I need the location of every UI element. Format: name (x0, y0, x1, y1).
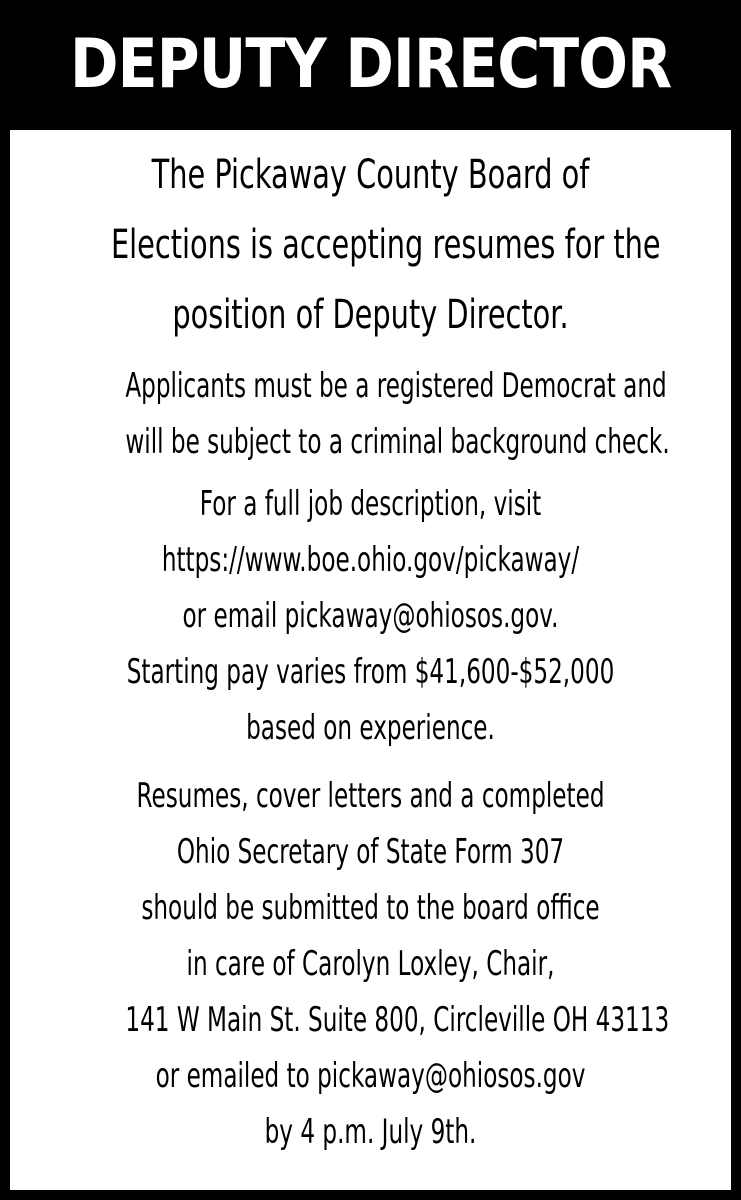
intro-paragraph (10, 140, 731, 350)
intro-line: The Pickaway County Board of (151, 152, 590, 198)
intro-line: position of Deputy Director. (172, 292, 569, 338)
submission-line: should be submitted to the board office (141, 888, 600, 928)
submission-email[interactable]: or emailed to pickaway@ohiosos.gov (155, 1056, 586, 1096)
title-banner (0, 0, 741, 130)
submission-line: in care of Carolyn Loxley, Chair, (186, 944, 555, 984)
details-line: based on experience. (246, 708, 495, 748)
details-line: For a full job description, visit (199, 484, 542, 524)
submission-line: Ohio Secretary of State Form 307 (176, 832, 565, 872)
requirements-paragraph (10, 358, 731, 470)
submission-line: Resumes, cover letters and a completed (136, 776, 605, 816)
pay-range: Starting pay varies from $41,600-$52,000 (126, 652, 615, 692)
requirements-line: will be subject to a criminal background check. (125, 422, 670, 462)
requirements-line: Applicants must be a registered Democrat and (125, 366, 667, 406)
contact-email[interactable]: or email pickaway@ohiosos.gov. (182, 596, 559, 636)
submission-paragraph (10, 768, 731, 1160)
ad-title: DEPUTY DIRECTOR (69, 25, 672, 104)
intro-line: Elections is accepting resumes for the (110, 222, 661, 268)
website-url[interactable]: https://www.boe.ohio.gov/pickaway/ (161, 540, 580, 580)
deadline: by 4 p.m. July 9th. (264, 1112, 477, 1152)
details-paragraph (10, 476, 731, 756)
ad-body (10, 130, 731, 1160)
mailing-address: 141 W Main St. Suite 800, Circleville OH 43113 (125, 1000, 670, 1040)
